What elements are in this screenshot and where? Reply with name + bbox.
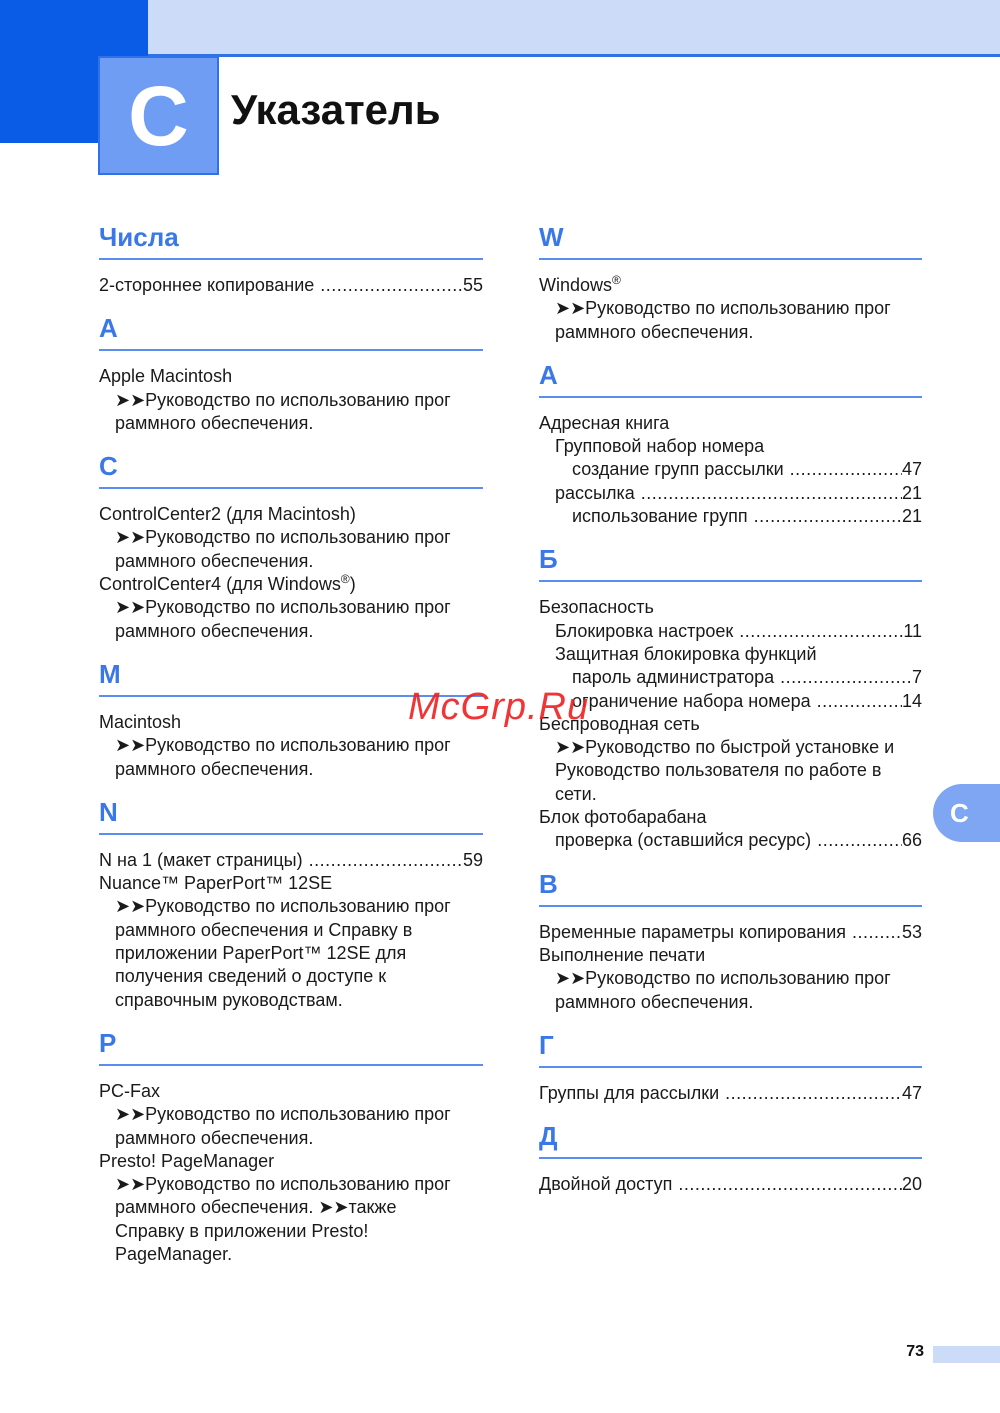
index-entry [99,1127,483,1150]
index-entry [539,412,922,435]
entry-text: Nuance™ PaperPort™ 12SE [99,873,333,894]
entry-text: Временные параметры копирования [539,921,847,942]
index-entry [539,297,922,320]
entry-text: Блок фотобарабана [539,807,707,828]
index-section [99,1026,483,1266]
entry-text: ControlCenter2 (для Macintosh) [99,504,356,525]
entry-text: N на 1 (макет страницы) [99,849,303,870]
index-entry [99,942,483,965]
watermark-text: McGrp.Ru [408,686,590,728]
index-entry[interactable] [539,690,922,713]
entry-text: раммного обеспечения и Справку в [115,919,413,940]
entry-text: Apple Macintosh [99,366,233,387]
entry-text: Справку в приложении Presto! [115,1220,369,1241]
dot-leader [314,274,463,297]
dot-leader [784,458,902,481]
section-heading: Числа [99,220,483,260]
index-section [539,867,922,1014]
index-entry[interactable] [539,620,922,643]
dot-leader [719,1082,902,1105]
chapter-side-tab[interactable]: C [933,784,1000,842]
entry-text: приложении PaperPort™ 12SE для [115,943,407,964]
section-heading: A [99,311,483,351]
index-section [99,449,483,643]
entry-text: ➤➤Руководство по использованию прог [115,389,451,410]
page-number-bar [933,1346,1000,1363]
index-entry [99,620,483,643]
index-entry [99,596,483,619]
entry-text: Presto! PageManager [99,1150,275,1171]
entry-text: ➤➤Руководство по быстрой установке и [555,737,895,758]
dot-leader [733,620,903,643]
index-entry [99,1103,483,1126]
entry-text: Группы для рассылки [539,1082,720,1103]
dot-leader [811,829,902,852]
index-entry [539,736,922,759]
entry-text: рассылка [555,482,635,503]
entry-text: PC-Fax [99,1080,161,1101]
index-section [539,1119,922,1196]
entry-text: раммного обеспечения. [115,1127,314,1148]
entry-text-suffix: ) [349,574,356,595]
page-reference[interactable]: 21 [901,482,922,503]
entry-text: ControlCenter4 (для Windows [99,574,341,595]
dot-leader [672,1173,902,1196]
page-reference[interactable]: 47 [901,1082,922,1103]
index-entry [99,1243,483,1266]
section-heading: C [99,449,483,489]
entry-text: раммного обеспечения. [555,321,754,342]
page-reference[interactable]: 59 [462,849,483,870]
entry-text: ➤➤Руководство по использованию прог [555,968,891,989]
entry-text: ➤➤Руководство по использованию прог [115,896,451,917]
entry-text: 2-стороннее копирование [99,275,315,295]
index-entry [539,991,922,1014]
entry-text: раммного обеспечения. [115,550,314,571]
index-entry[interactable] [539,458,922,481]
index-entry [99,526,483,549]
page-reference[interactable]: 14 [901,690,922,711]
header-rule [148,54,1000,57]
section-heading: Б [539,542,922,582]
index-entry [99,1150,483,1173]
entry-text: Адресная книга [539,412,670,433]
index-section [539,1028,922,1105]
entry-text: справочным руководствам. [115,989,343,1010]
dot-leader [635,482,902,505]
section-heading: N [99,795,483,835]
entry-text: ➤➤Руководство по использованию прог [115,735,451,756]
dot-leader [303,849,463,872]
entry-text: получения сведений о доступе к [115,966,387,987]
index-entry [539,944,922,967]
entry-text: ➤➤Руководство по использованию прог [115,1104,451,1125]
index-entry [539,596,922,619]
index-entry[interactable] [539,482,922,505]
section-heading: В [539,867,922,907]
index-entry[interactable] [539,921,922,944]
entry-text: раммного обеспечения. ➤➤также [115,1197,397,1218]
entry-text: раммного обеспечения. [115,412,314,433]
index-column-right [539,220,922,1210]
index-entry[interactable] [539,829,922,852]
page-number: 73 [906,1343,924,1360]
page-reference[interactable]: 53 [901,921,922,942]
index-entry [99,1196,483,1219]
entry-text: раммного обеспечения. [115,758,314,779]
entry-text: ➤➤Руководство по использованию прог [115,527,451,548]
section-heading: Г [539,1028,922,1068]
index-entry [99,365,483,388]
entry-text: Беспроводная сеть [539,713,700,734]
index-section [539,220,922,344]
entry-text: ➤➤Руководство по использованию прог [115,1174,451,1195]
index-entry [539,321,922,344]
header-band [0,0,1000,56]
index-entry [539,713,922,736]
index-entry [99,1080,483,1103]
section-heading: Д [539,1119,922,1159]
index-column-left [99,220,483,1280]
index-entry[interactable] [99,274,483,297]
entry-text: пароль администратора [572,667,775,688]
index-entry [99,1173,483,1196]
entry-text: Windows [539,275,613,295]
index-entry [99,872,483,895]
entry-text: Двойной доступ [539,1174,673,1195]
index-entry [99,550,483,573]
entry-text: создание групп рассылки [572,459,784,480]
index-entry[interactable] [539,1082,922,1105]
index-entry [539,806,922,829]
index-entry [99,573,483,596]
index-entry [99,412,483,435]
index-entry [539,274,922,297]
index-entry [99,734,483,757]
index-entry [99,989,483,1012]
page-reference[interactable]: 47 [901,459,922,480]
page-reference[interactable]: 21 [901,506,922,527]
entry-text: ➤➤Руководство по использованию прог [115,597,451,618]
index-entry[interactable] [539,666,922,689]
page-reference[interactable]: 66 [901,830,922,851]
dot-leader [774,666,912,689]
entry-text: Выполнение печати [539,944,706,965]
index-entry[interactable] [539,1173,922,1196]
index-entry[interactable] [539,505,922,528]
entry-text: раммного обеспечения. [115,620,314,641]
index-entry [99,389,483,412]
section-heading: А [539,358,922,398]
registered-mark: ® [340,572,350,587]
entry-text: Macintosh [99,711,182,732]
index-entry [99,919,483,942]
entry-text: сети. [555,783,597,804]
entry-text: использование групп [572,506,748,527]
entry-text: Блокировка настроек [555,620,734,641]
index-section [99,795,483,1012]
entry-text: ➤➤Руководство по использованию прог [555,298,891,319]
entry-text: ограничение набора номера [572,690,811,711]
entry-text: Руководство пользователя по работе в [555,760,882,781]
index-section [99,311,483,435]
index-section [539,358,922,528]
index-section [99,220,483,297]
index-entry [539,759,922,782]
page-title: Указатель [231,86,441,133]
section-heading: P [99,1026,483,1066]
dot-leader [811,690,902,713]
page-reference[interactable]: 55 [462,275,483,295]
dot-leader [748,505,902,528]
entry-text: Безопасность [539,597,654,618]
index-entry[interactable] [99,849,483,872]
index-entry [539,783,922,806]
index-entry [539,435,922,458]
index-entry [99,895,483,918]
index-entry [99,503,483,526]
index-entry [539,643,922,666]
index-entry [99,1220,483,1243]
entry-text: проверка (оставшийся ресурс) [555,830,812,851]
chapter-letter-box: C [98,56,219,175]
section-heading: M [99,657,483,697]
entry-text: Защитная блокировка функций [555,643,817,664]
index-section [539,542,922,852]
index-entry [99,758,483,781]
entry-text: раммного обеспечения. [555,991,754,1012]
entry-text: PageManager. [115,1244,233,1265]
page-reference[interactable]: 20 [901,1174,922,1195]
registered-mark: ® [612,273,621,287]
page-reference[interactable]: 11 [903,620,922,641]
page-reference[interactable]: 7 [911,667,922,688]
dot-leader [846,921,902,944]
entry-text: Групповой набор номера [555,436,765,457]
section-heading: W [539,220,922,260]
index-entry [99,965,483,988]
index-entry [539,967,922,990]
